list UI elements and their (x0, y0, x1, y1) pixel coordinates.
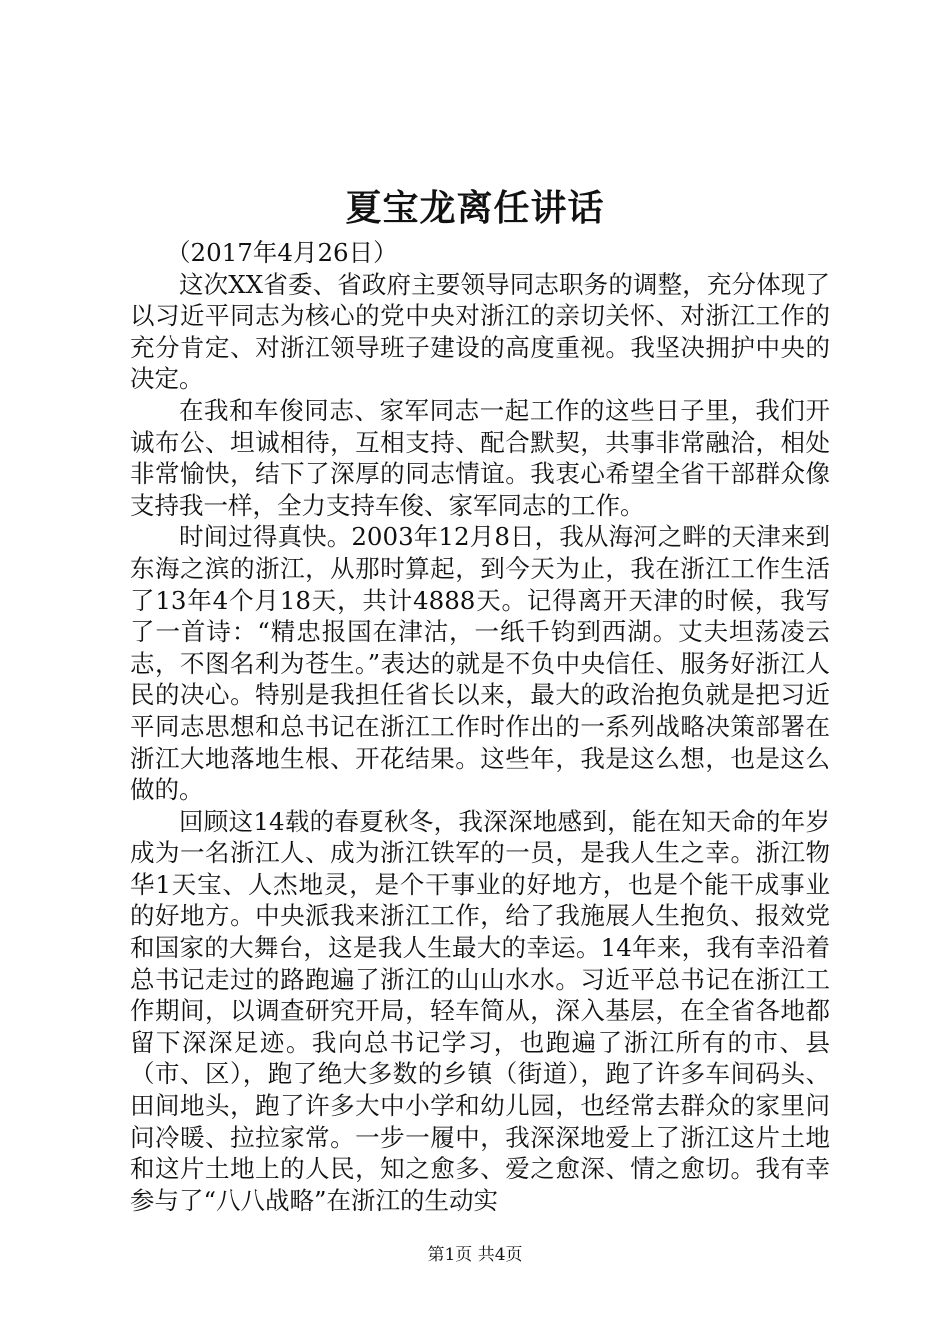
page-footer: 第1页 共4页 (427, 1245, 523, 1265)
paragraph-4: 回顾这14载的春夏秋冬，我深深地感到，能在知天命的年岁成为一名浙江人、成为浙江铁军的一员，是我人生之幸。浙江物华1天宝、人杰地灵，是个干事业的好地方，也是个能干成事业的好地方。中央派我来浙江工作，给了我施展人生抱负、报效党和国家的大舞台，这是我人生最大的幸运。14年来，我有幸沿着总书记走过的路跑遍了浙江的山山水水。习近平总书记在浙江工作期间，以调查研究开局，轻车简从，深入基层，在全省各地都留下深深足迹。我向总书记学习，也跑遍了浙江所有的市、县（市、区），跑了绝大多数的乡镇（街道），跑了许多车间码头、田间地头，跑了许多大中小学和幼儿园，也经常去群众的家里问问冷暖、拉拉家常。一步一履中，我深深地爱上了浙江这片土地和这片土地上的人民，知之愈多、爱之愈深、情之愈切。我有幸参与了“八八战略”在浙江的生动实 (130, 806, 830, 1215)
paragraph-1: 这次XX省委、省政府主要领导同志职务的调整，充分体现了以习近平同志为核心的党中央对浙江的亲切关怀、对浙江工作的充分肯定、对浙江领导班子建设的高度重视。我坚决拥护中央的决定。 (130, 269, 830, 394)
paragraph-3: 时间过得真快。2003年12月8日，我从海河之畔的天津来到东海之滨的浙江，从那时算起，到今天为止，我在浙江工作生活了13年4个月18天，共计4888天。记得离开天津的时候，我写了一首诗：“精忠报国在津沽，一纸千钧到西湖。丈夫坦荡凌云志，不图名利为苍生。”表达的就是不负中央信任、服务好浙江人民的决心。特别是我担任省长以来，最大的政治抱负就是把习近平同志思想和总书记在浙江工作时作出的一系列战略决策部署在浙江大地落地生根、开花结果。这些年，我是这么想，也是这么做的。 (130, 522, 830, 805)
document-title: 夏宝龙离任讲话 (345, 187, 605, 229)
paragraph-2: 在我和车俊同志、家军同志一起工作的这些日子里，我们开诚布公、坦诚相待，互相支持、配合默契，共事非常融洽，相处非常愉快，结下了深厚的同志情谊。我衷心希望全省干部群众像支持我一样，全力支持车俊、家军同志的工作。 (130, 395, 830, 520)
speech-date: （2017年4月26日） (166, 238, 398, 267)
document-body (130, 237, 830, 1216)
